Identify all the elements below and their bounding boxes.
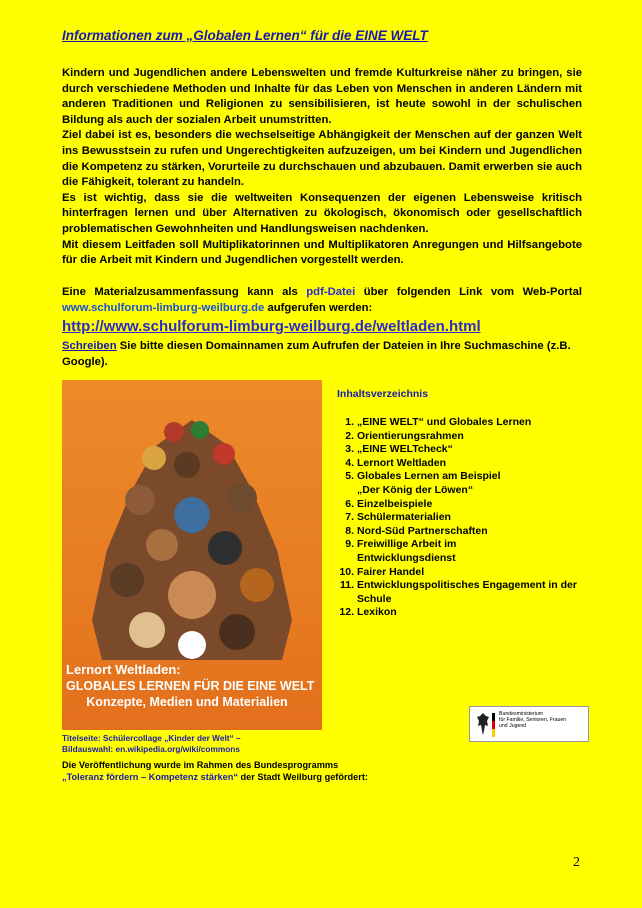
table-of-contents bbox=[337, 388, 597, 620]
funding-line-after: der Stadt Weilburg gefördert: bbox=[237, 771, 368, 782]
cover-line: Konzepte, Medien und Materialien bbox=[86, 695, 288, 709]
toc-item bbox=[337, 457, 597, 471]
material-text-middle: über folgenden Link vom Web-Portal bbox=[355, 286, 582, 298]
toc-item bbox=[337, 430, 597, 444]
caption-line: Titelseite: Schülercollage „Kinder der Welt“ – bbox=[62, 733, 241, 743]
ministry-name-line: Bundesministerium bbox=[499, 711, 544, 717]
ministry-name bbox=[499, 711, 585, 730]
children-collage-image bbox=[92, 420, 292, 660]
material-text-before: Eine Materialzusammenfassung kann als bbox=[62, 286, 307, 298]
material-text bbox=[62, 285, 582, 316]
toc-item-number: 10. bbox=[339, 565, 354, 578]
toc-item-continuation: Entwicklungsdienst bbox=[357, 551, 456, 564]
toc-item bbox=[337, 511, 597, 525]
toc-item-number: 7. bbox=[345, 511, 354, 524]
intro-paragraph: Kindern und Jugendlichen andere Lebenswelten und fremde Kulturkreise näher zu bringen, sie durch verschiedene Methoden und Inhalte für das Leben von Menschen in anderen Ländern mit anderen Traditionen und Religionen zu sensibilisieren, ist heute sowohl in der schulischen Bildung als auch der sozialen Arbeit unumstritten. bbox=[62, 67, 582, 126]
page-title: Informationen zum „Globalen Lernen“ für die EINE WELT bbox=[62, 28, 428, 43]
caption-line: Bildauswahl: en.wikipedia.org/wiki/commons bbox=[62, 743, 240, 754]
write-note bbox=[62, 339, 582, 370]
intro-text bbox=[62, 66, 582, 269]
toc-item-text: Entwicklungspolitisches Engagement in der bbox=[357, 579, 577, 592]
cover-caption bbox=[62, 733, 462, 754]
page-number: 2 bbox=[573, 855, 580, 870]
toc-item-text: Orientierungsrahmen bbox=[357, 429, 464, 442]
toc-item-continuation: „Der König der Löwen“ bbox=[357, 483, 474, 496]
write-text: Sie bitte diesen Domainnamen zum Aufrufen der Dateien in Ihre Suchmaschine (z.B. Google). bbox=[62, 340, 571, 368]
funding-note bbox=[62, 760, 462, 783]
german-flag-stripe bbox=[492, 713, 495, 737]
portal-link[interactable]: www.schulforum-limburg-weilburg.de bbox=[62, 301, 265, 314]
cover-title-block bbox=[62, 662, 322, 709]
intro-paragraph: Es ist wichtig, dass sie die weltweiten Konsequenzen der eigenen Lebensweise kritisch hinterfragen lernen und über Alternativen zu ökologisch, ökonomisch oder gesellschaftlich problematischen Gewohnheiten und Handlungsweisen nachdenken. bbox=[62, 191, 582, 235]
toc-title: Inhaltsverzeichnis bbox=[337, 388, 429, 400]
toc-item bbox=[337, 416, 597, 430]
weltladen-url-link[interactable]: http://www.schulforum-limburg-weilburg.de/weltladen.html bbox=[62, 318, 481, 335]
toc-item-continuation: Schule bbox=[357, 592, 392, 605]
toc-item-text: Schülermaterialien bbox=[357, 511, 451, 524]
intro-paragraph: Ziel dabei ist es, besonders die wechselseitige Abhängigkeit der Menschen auf der ganzen Welt ins Bewusstsein zu rufen und Ungerechtigkeiten aufzuzeigen, um bei Kindern und Jugendlichen die Kompetenz zu stärken, Vorurteile zu durchschauen und abzubauen. Damit erwerben sie auch die Fähigkeit, tolerant zu handeln. bbox=[62, 129, 582, 189]
write-highlight: Schreiben bbox=[62, 340, 117, 352]
toc-item-number: 4. bbox=[345, 456, 354, 469]
toc-item bbox=[337, 470, 597, 497]
toc-item-number: 12. bbox=[339, 606, 354, 619]
toc-item-number: 6. bbox=[345, 497, 354, 510]
toc-item-number: 1. bbox=[345, 416, 354, 428]
ministry-logo bbox=[469, 706, 589, 742]
toc-item-text: Freiwillige Arbeit im bbox=[357, 538, 457, 551]
ministry-name-line: für Familie, Senioren, Frauen bbox=[499, 717, 567, 724]
toc-item-text: „EINE WELT“ und Globales Lernen bbox=[357, 416, 532, 428]
funding-line: Die Veröffentlichung wurde im Rahmen des Bundesprogramms bbox=[62, 760, 339, 770]
toc-item-text: Einzelbeispiele bbox=[357, 497, 433, 510]
toc-item bbox=[337, 443, 597, 457]
program-name: „Toleranz fördern – Kompetenz stärken“ bbox=[62, 771, 238, 782]
toc-item-number: 5. bbox=[345, 470, 354, 483]
toc-item-text: Lernort Weltladen bbox=[357, 456, 447, 469]
toc-item-number: 9. bbox=[345, 538, 354, 551]
toc-item-text: Lexikon bbox=[357, 606, 397, 619]
pdf-label: pdf-Datei bbox=[306, 286, 356, 298]
intro-paragraph: Mit diesem Leitfaden soll Multiplikatorinnen und Multiplikatoren Anregungen und Hilfsangebote für die Arbeit mit Kindern und Jugendlichen vorgestellt werden. bbox=[62, 238, 582, 267]
toc-item-text: Nord-Süd Partnerschaften bbox=[357, 524, 488, 537]
toc-item bbox=[337, 606, 597, 620]
ministry-name-line: und Jugend bbox=[499, 723, 527, 730]
toc-item-text: „EINE WELTcheck“ bbox=[357, 443, 453, 456]
toc-item-text: Globales Lernen am Beispiel bbox=[357, 470, 501, 483]
toc-item-number: 3. bbox=[345, 443, 354, 456]
toc-item bbox=[337, 538, 597, 565]
toc-item-number: 2. bbox=[345, 429, 354, 442]
brochure-cover bbox=[62, 380, 322, 730]
toc-item-number: 11. bbox=[339, 579, 354, 592]
toc-item bbox=[337, 579, 597, 606]
toc-item bbox=[337, 525, 597, 539]
funding-line-2 bbox=[62, 772, 462, 784]
cover-line: GLOBALES LERNEN FÜR DIE EINE WELT bbox=[66, 679, 315, 693]
toc-item-text: Fairer Handel bbox=[357, 565, 425, 578]
cover-line: Lernort Weltladen: bbox=[66, 662, 181, 677]
material-text-after: aufgerufen werden: bbox=[264, 301, 373, 314]
toc-item bbox=[337, 498, 597, 512]
toc-item-number: 8. bbox=[345, 524, 354, 537]
federal-eagle-icon bbox=[476, 711, 490, 737]
toc-item bbox=[337, 566, 597, 580]
toc-list bbox=[337, 416, 597, 620]
